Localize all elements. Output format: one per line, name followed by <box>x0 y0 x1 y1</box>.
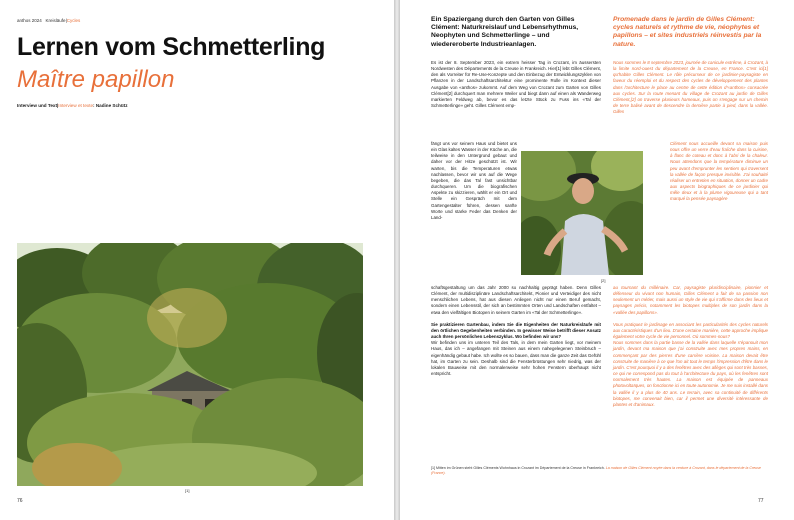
byline-de-label: Interview und Text <box>17 103 57 108</box>
lead-french: Promenade dans le jardin de Gilles Clément: cycles naturels et rythme de vie, néophytes et papillons – et sites industriels réinvestis par la nature. <box>613 16 762 48</box>
running-header: anthos 2024 Kreisläufe|Cycles <box>17 18 81 23</box>
lead-german: Ein Spaziergang durch den Garten von Gilles Clément: Naturkreislauf und Lebensrhythmus, Neophyten und Schmetterlinge – und wiedereroberte Industrieanlagen. <box>431 16 579 48</box>
garden-house-photo <box>17 243 363 486</box>
footnote <box>431 466 765 476</box>
paragraph-de-4: Wir befinden uns im unteren Teil des Tals, in dem mein Garten liegt, vor meinem Haus, das ich – angefangen mit Steinen aus einem nahegelegenen Steinbruch – eigenhändig gebaut habe. Ich wollte es so bauen, dass man die ganze Zeit das Gefühl hat, im Garten zu sein. Deshalb sind die Fensterbrüstungen sehr niedrig, was der lokalen Bauweise mit den normalerweise sehr hohen Fenstern überhaupt nicht entspricht. <box>431 340 601 377</box>
paragraph-de-1: Es ist der 8. September 2023, ein extrem heisser Tag in Crozant, im äussersten Nordwesten des Départements de la Creuse in Frankreich. Hier[1] lebt Gilles Clément, den als Vorreiter für Re-Use-Konzepte und den Einbezug der Entwicklungszyklen von Pflanzen in der Landschaftsarchitektur eine prominente Rolle im Kontext dieser Ausgabe von «anthos» zukommt. Auf dem Weg von Crozant zum Garten von Gilles Clément[2] durchquert man mehrere Weiler und biegt dann auf einen als Wanderweg markierten Feldweg ab, bevor es das letzte Stück zu Fuss ins «Tal der Schmetterlinge» geht. Gilles Clément emp- <box>431 60 601 109</box>
question-fr-1: Vous pratiquez le jardinage en associant les particularités des cycles naturels aux caractéristiques d'un lieu. D'une certaine manière, cette approche implique également votre cycle de vie personnel. Où sommes-nous? <box>613 321 768 340</box>
body-french-bottom <box>613 285 768 408</box>
garden-house-illustration <box>17 243 363 486</box>
paragraph-fr-3: au tournant du millénaire. Car, paysagiste pluridisciplinaire, pionnier et défenseur du vivant non humain, Gilles Clément a fait de sa passion non seulement un métier, mais aussi un style de vie qui s'affirme dans des lieux et paysages précis, notamment les biotopes multiples de son jardin dans la «vallée des papillons». <box>613 285 768 315</box>
body-german-top <box>431 60 601 109</box>
body-french-narrow <box>670 141 768 203</box>
body-french-top <box>613 60 768 115</box>
paragraph-fr-2: Clément nous accueille devant sa maison puis nous offre un verre d'eau fraîche dans la cuisine, à flanc de coteau et donc à l'abri de la chaleur. Nous attendons que la température diminue un peu avant d'emprunter les sentiers qui traversent la vallée de façon presque invisible. J'ai souhaité réaliser un entretien en situation, donner un cadre aux aspects biographiques de ce jardinier qui mêle deux et à la plume vigoureuse qui a tant marqué la pensée paysagère <box>670 141 768 202</box>
magazine-label: anthos 2024 <box>17 18 42 23</box>
photo-caption-number: [1] <box>185 488 190 493</box>
body-german-bottom <box>431 285 601 377</box>
page-number-left: 76 <box>17 498 23 504</box>
author-name: Nadine Schütz <box>95 103 128 108</box>
footnote-de: Mitten im Grünen steht Gilles Cléments Wohnhaus in Crozant im Département de la Creuse in Frankreich. <box>436 466 605 470</box>
gardener-illustration <box>521 151 643 275</box>
section-fr: Cycles <box>66 18 81 23</box>
page-number-right: 77 <box>758 498 764 504</box>
byline-fr-label: Interview et texte <box>58 103 94 108</box>
photo-caption-number-2: [2] <box>601 278 606 283</box>
paragraph-de-2: fängt uns vor seinem Haus und bietet uns ein Glas kaltes Wasser in der Küche an, die teilweise in den Untergrund gebaut und daher vor der Hitze geschützt ist. Wir warten, bis die Temperaturen etwas nachlassen, bevor wir uns auf die Wege begeben, die das Tal fast unsichtbar durchqueren. Um die biografischen Aspekte zu skizzieren, wählt er ein Ort und Stelle ein Gespräch mit dem Gartengestalter führen, dessen sanfte Worte und starke Feder das Denken der Land- <box>431 141 517 220</box>
footnote-fr: La maison de Gilles Clément noyée dans la verdure à Crozant, dans le département de la Creuse (France). <box>431 466 761 475</box>
question-de-1: Sie praktizieren Gartenbau, indem Sie die Eigenheiten der Naturkreisläufe mit den örtlichen Gegebenheiten verbinden. In gewisser Weise betrifft dieser Ansatz auch Ihren persönlichen Lebenszyklus. Wo befinden wir uns? <box>431 321 601 340</box>
byline: Interview und Text|Interview et texte: Nadine Schütz <box>17 103 128 108</box>
section-de: Kreisläufe <box>45 18 66 23</box>
gilles-clement-photo <box>521 151 643 275</box>
paragraph-fr-4: Nous sommes dans la partie basse de la vallée dans laquelle s'épanouit mon jardin, devant ma maison que j'ai construite avec mes propres mains, en commençant par des pierres d'une carrière voisine. La maison devait être construite de manière à ce que l'on ait tout le temps l'impression d'être dans le jardin. C'est pourquoi il y a des fenêtres avec des allèges qui sont très basses, ce qui ne correspond pas du tout à l'architecture du pays, où les fenêtres sont normalement très hautes. La maison est équipée de panneaux photovoltaïques, on fonctionne ici en toute autonomie. Je me suis installé dans la vallée il y a plus de 40 ans. Le terrain, avec sa continuité de différents biotopes, me convenait bien, car il permet une diversité intéressante de plantes et d'animaux. <box>613 340 768 407</box>
footnote-number: [1] <box>431 466 435 470</box>
right-page <box>400 0 794 520</box>
left-page <box>0 0 394 520</box>
title-german: Lernen vom Schmetterling <box>17 33 326 61</box>
paragraph-de-3: schaftsgestaltung um das Jahr 2000 so nachhaltig geprägt haben. Denn Gilles Clément, der multidisziplinäre Landschaftsarchitekt, Pionier und Verteidiger des nicht menschlichen Lebens, hat aus diesen Anliegen nicht nur einen Beruf gemacht, sondern einen Lebensstil, der sich an bestimmten Orten und Landschaften entfaltet – etwa den vielfältigen Biotopen in seinem Garten im «Tal der Schmetterlinge». <box>431 285 601 315</box>
body-german-narrow <box>431 141 517 221</box>
title-french: Maître papillon <box>17 66 175 93</box>
paragraph-fr-1: Nous sommes le 8 septembre 2023, journée de canicule extrême, à Crozant, à la limite nord-ouest du département de la Creuse, en France. C'est ici[1] qu'habite Gilles Clément. Le rôle précurseur de ce jardinier-paysagiste en faveur du réemploi et du respect des cycles de développement des plantes dans l'architecture le place au centre de cette édition d'«anthos» consacrée aux cycles. Sur la route menant du village de Crozant au jardin de Gilles Clément,[2] on traverse plusieurs hameaux, puis on s'engage sur un chemin de terre balisé avant de descendre la dernière partie à pied, dans la vallée. Gilles <box>613 60 768 115</box>
